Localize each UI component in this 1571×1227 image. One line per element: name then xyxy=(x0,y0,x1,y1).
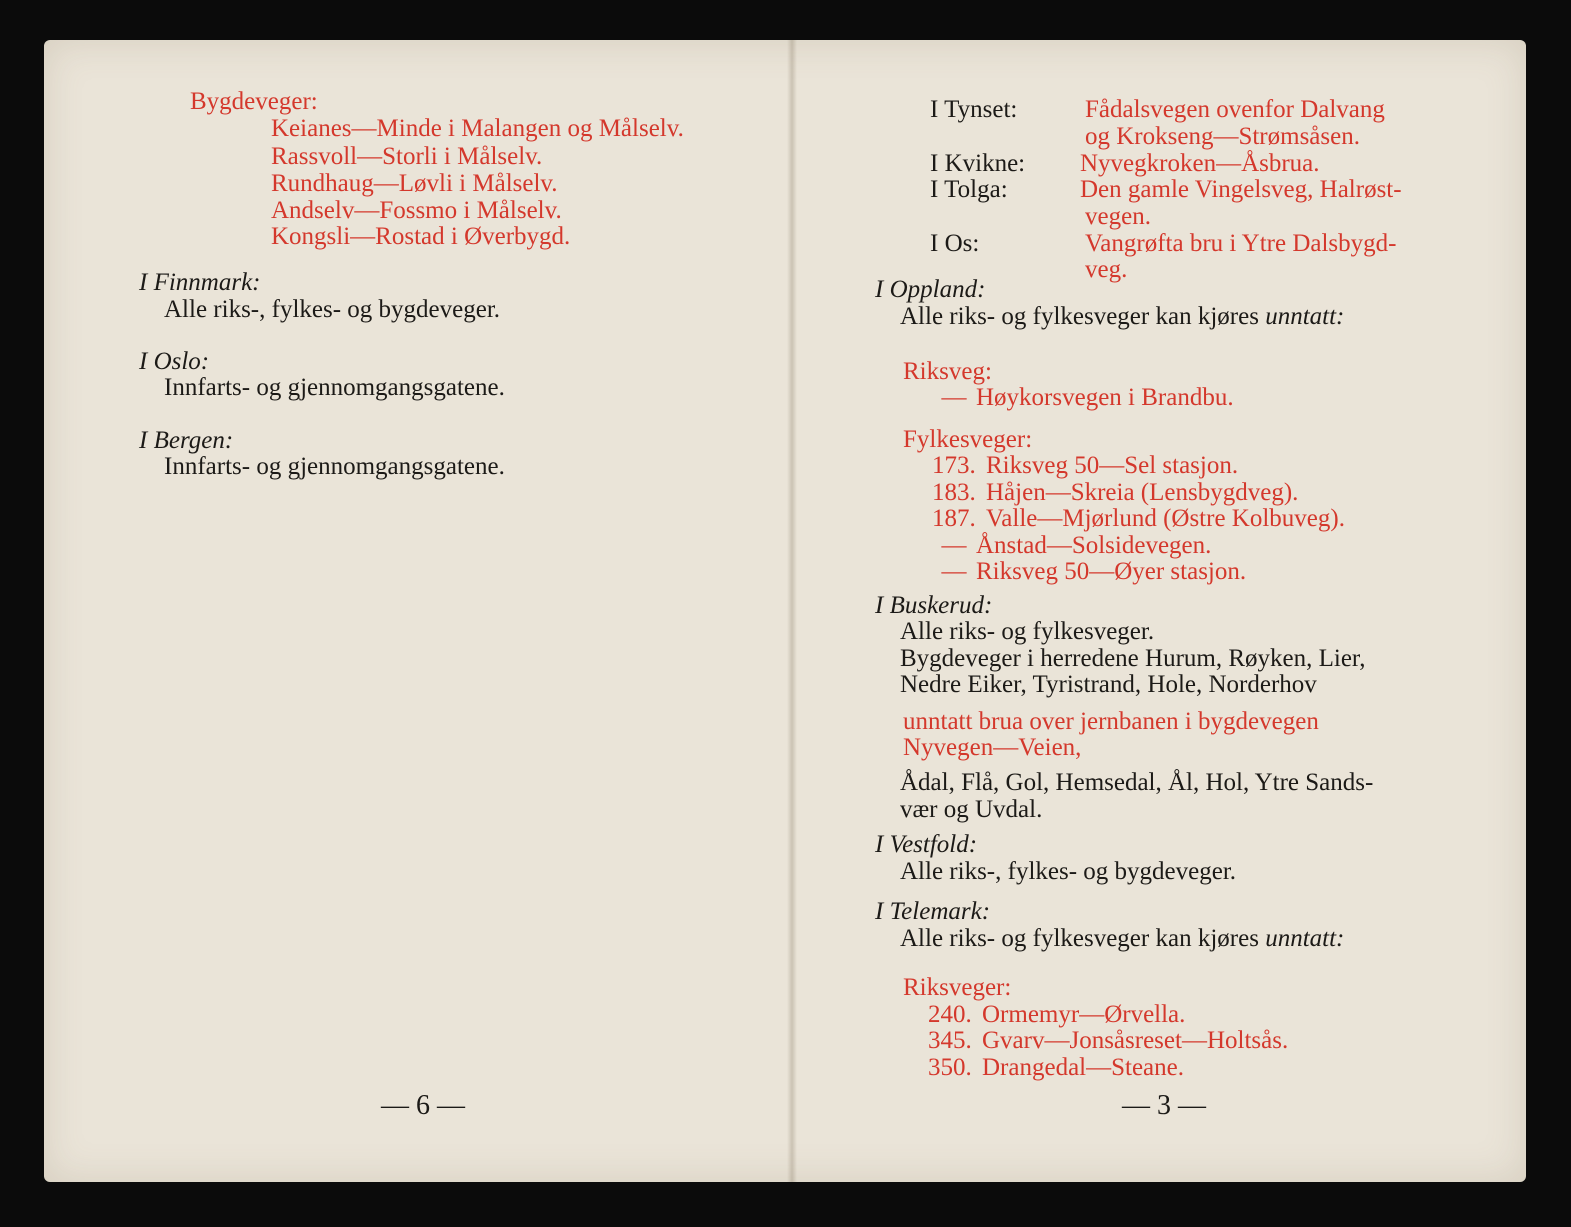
telemark-riksveger-heading: Riksveger: xyxy=(903,974,1012,1001)
road-number: 345. xyxy=(928,1027,972,1054)
oslo-text: Innfarts- og gjennomgangsgatene. xyxy=(164,374,505,401)
telemark-text-main: Alle riks- og fylkesveger kan kjøres xyxy=(900,925,1259,952)
municipality-road: vegen. xyxy=(1085,203,1151,230)
oppland-fylkesveger-heading: Fylkesveger: xyxy=(903,426,1033,453)
road-name: Riksveg 50—Sel stasjon. xyxy=(986,452,1239,479)
booklet-spread xyxy=(44,40,1526,1182)
road-item xyxy=(932,505,1345,533)
road-item xyxy=(928,1027,1288,1055)
bergen-heading: I Bergen: xyxy=(139,427,234,454)
oppland-text-main: Alle riks- og fylkesveger kan kjøres xyxy=(900,303,1259,330)
page-number-right: — 3 — xyxy=(1122,1090,1206,1121)
road-name: Valle—Mjørlund (Østre Kolbuveg). xyxy=(986,505,1345,532)
road-name: Ormemyr—Ørvella. xyxy=(982,1001,1186,1028)
bygdeveg-item: Andselv—Fossmo i Målselv. xyxy=(271,197,562,224)
municipality-road: Vangrøfta bru i Ytre Dalsbygd- xyxy=(1085,230,1397,257)
oppland-text xyxy=(900,303,1344,331)
telemark-unntatt: unntatt: xyxy=(1265,925,1345,952)
buskerud-exception: Nyvegen—Veien, xyxy=(903,734,1082,761)
oppland-riksveg-heading: Riksveg: xyxy=(903,358,992,385)
bygdeveger-heading: Bygdeveger: xyxy=(190,88,318,115)
road-number: — xyxy=(941,532,967,559)
bygdeveg-item: Keianes—Minde i Malangen og Målselv. xyxy=(271,115,684,142)
bygdeveg-item: Kongsli—Rostad i Øverbygd. xyxy=(271,223,571,250)
vestfold-heading: I Vestfold: xyxy=(875,831,978,858)
road-number: 183. xyxy=(932,479,976,506)
road-item xyxy=(932,532,1211,560)
municipality-road: Nyvegkroken—Åsbrua. xyxy=(1080,150,1320,177)
oslo-heading: I Oslo: xyxy=(139,348,210,375)
road-number: 187. xyxy=(932,505,976,532)
road-item xyxy=(928,1054,1184,1082)
road-item xyxy=(928,1001,1185,1029)
road-number: 240. xyxy=(928,1001,972,1028)
bygdeveg-item: Rassvoll—Storli i Målselv. xyxy=(271,143,543,170)
buskerud-heading: I Buskerud: xyxy=(875,592,993,619)
oppland-unntatt: unntatt: xyxy=(1265,303,1345,330)
municipality-label: I Os: xyxy=(930,230,980,257)
road-number: 173. xyxy=(932,452,976,479)
road-name: Gvarv—Jonsåsreset—Holtsås. xyxy=(982,1027,1289,1054)
center-fold xyxy=(787,40,797,1182)
road-name: Ånstad—Solsidevegen. xyxy=(976,532,1212,559)
municipality-label: I Kvikne: xyxy=(930,150,1026,177)
buskerud-text: vær og Uvdal. xyxy=(900,796,1043,823)
oppland-heading: I Oppland: xyxy=(875,276,986,303)
buskerud-text: Alle riks- og fylkesveger. xyxy=(900,618,1155,645)
telemark-heading: I Telemark: xyxy=(875,898,991,925)
road-item xyxy=(932,452,1238,480)
buskerud-text: Ådal, Flå, Gol, Hemsedal, Ål, Hol, Ytre Sands- xyxy=(900,769,1374,796)
municipality-label: I Tolga: xyxy=(930,176,1008,203)
page-number-left: — 6 — xyxy=(381,1090,465,1121)
road-name: Håjen—Skreia (Lensbygdveg). xyxy=(986,479,1299,506)
bergen-text: Innfarts- og gjennomgangsgatene. xyxy=(164,453,505,480)
road-number: — xyxy=(941,558,967,585)
road-number: 350. xyxy=(928,1054,972,1081)
road-number: — xyxy=(941,384,967,411)
vestfold-text: Alle riks-, fylkes- og bygdeveger. xyxy=(900,858,1237,885)
municipality-road: og Krokseng—Strømsåsen. xyxy=(1085,123,1360,150)
bygdeveg-item: Rundhaug—Løvli i Målselv. xyxy=(271,170,558,197)
buskerud-text: Bygdeveger i herredene Hurum, Røyken, Lier, xyxy=(900,645,1366,672)
finnmark-heading: I Finnmark: xyxy=(139,269,261,296)
buskerud-exception: unntatt brua over jernbanen i bygdevegen xyxy=(903,708,1319,735)
road-item xyxy=(932,479,1298,507)
road-name: Riksveg 50—Øyer stasjon. xyxy=(976,558,1247,585)
municipality-label: I Tynset: xyxy=(930,96,1018,123)
road-item xyxy=(932,384,1234,412)
road-name: Drangedal—Steane. xyxy=(982,1054,1185,1081)
finnmark-text: Alle riks-, fylkes- og bygdeveger. xyxy=(164,296,501,323)
municipality-road: Fådalsvegen ovenfor Dalvang xyxy=(1085,96,1385,123)
buskerud-text: Nedre Eiker, Tyristrand, Hole, Norderhov xyxy=(900,671,1317,698)
road-item xyxy=(932,558,1246,586)
telemark-text xyxy=(900,925,1344,953)
road-name: Høykorsvegen i Brandbu. xyxy=(976,384,1234,411)
municipality-road: veg. xyxy=(1085,256,1128,283)
municipality-road: Den gamle Vingelsveg, Halrøst- xyxy=(1080,176,1402,203)
